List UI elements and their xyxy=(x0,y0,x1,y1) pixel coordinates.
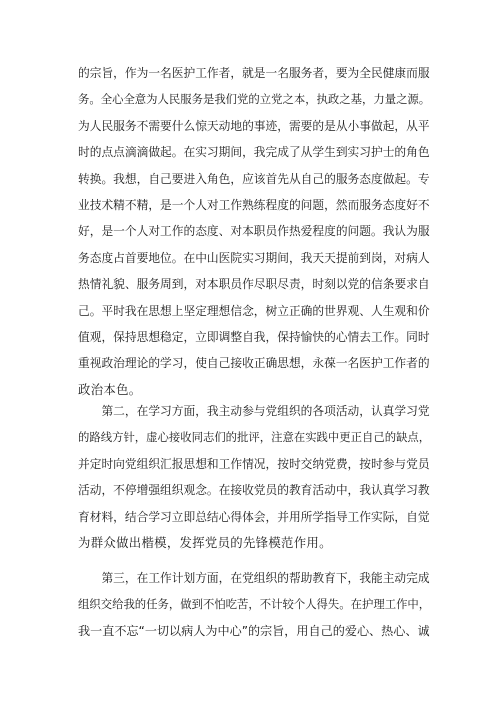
text-line: 的路线方针，虚心接收同志们的批评，注意在实践中更正自己的缺点， xyxy=(78,430,431,445)
text-line: 己。平时我在思想上坚定理想信念，树立正确的世界观、人生观和价 xyxy=(78,303,430,318)
text-line: 为群众做出楷模，发挥党员的先锋模范作用。 xyxy=(78,534,332,550)
paragraph-third xyxy=(78,565,430,644)
paragraph-first xyxy=(78,60,430,403)
text-line: 为人民服务不需要什么惊天动地的事迹，需要的是从小事做起，从平 xyxy=(78,118,430,133)
text-line: 第二，在学习方面，我主动参与党组织的各项活动，认真学习党 xyxy=(78,404,430,418)
text-line: 业技术精不精，是一个人对工作熟练程度的问题，然而服务态度好不 xyxy=(78,197,430,212)
text-line: 我一直不忘“一切以病人为中心”的宗旨，用自己的爱心、热心、诚 xyxy=(78,623,430,638)
text-line: 值观，保持思想稳定，立即调整自我，保持愉快的心情去工作。同时 xyxy=(78,329,430,344)
text-line: 育材料，结合学习立即总结心得体会，并用所学指导工作实际，自觉 xyxy=(78,509,430,524)
text-line: 好，是一个人对工作的态度、对本职员作热爱程度的问题。我认为服 xyxy=(78,224,430,239)
paragraph-second xyxy=(78,398,430,556)
text-line: 务。全心全意为人民服务是我们党的立党之本，执政之基，力量之源。 xyxy=(78,92,431,107)
text-line: 并定时向党组织汇报思想和工作情况，按时交纳党费，按时参与党员 xyxy=(78,456,430,471)
text-line: 重视政治理论的学习，使自己接收正确思想，永葆一名医护工作者的 xyxy=(78,356,430,371)
text-line: 的宗旨，作为一名医护工作者，就是一名服务者，要为全民健康而服 xyxy=(78,66,430,80)
text-line: 政治本色。 xyxy=(78,381,142,397)
text-line: 转换。我想，自己要进入角色，应该首先从自己的服务态度做起。专 xyxy=(78,171,430,186)
text-line: 热情礼貌、服务周到，对本职员作尽职尽责，时刻以党的信条要求自 xyxy=(78,277,430,292)
text-line: 第三，在工作计划方面，在党组织的帮助教育下，我能主动完成 xyxy=(78,571,430,585)
text-line: 务态度占首要地位。在中山医院实习期间，我天天提前到岗，对病人 xyxy=(78,250,430,265)
text-line: 活动，不停增强组织观念。在接收党员的教育活动中，我认真学习教 xyxy=(78,483,430,498)
text-line: 时的点点滴滴做起。在实习期间，我完成了从学生到实习护士的角色 xyxy=(78,145,430,160)
text-line: 组织交给我的任务，做到不怕吃苦，不计较个人得失。在护理工作中， xyxy=(78,597,431,612)
